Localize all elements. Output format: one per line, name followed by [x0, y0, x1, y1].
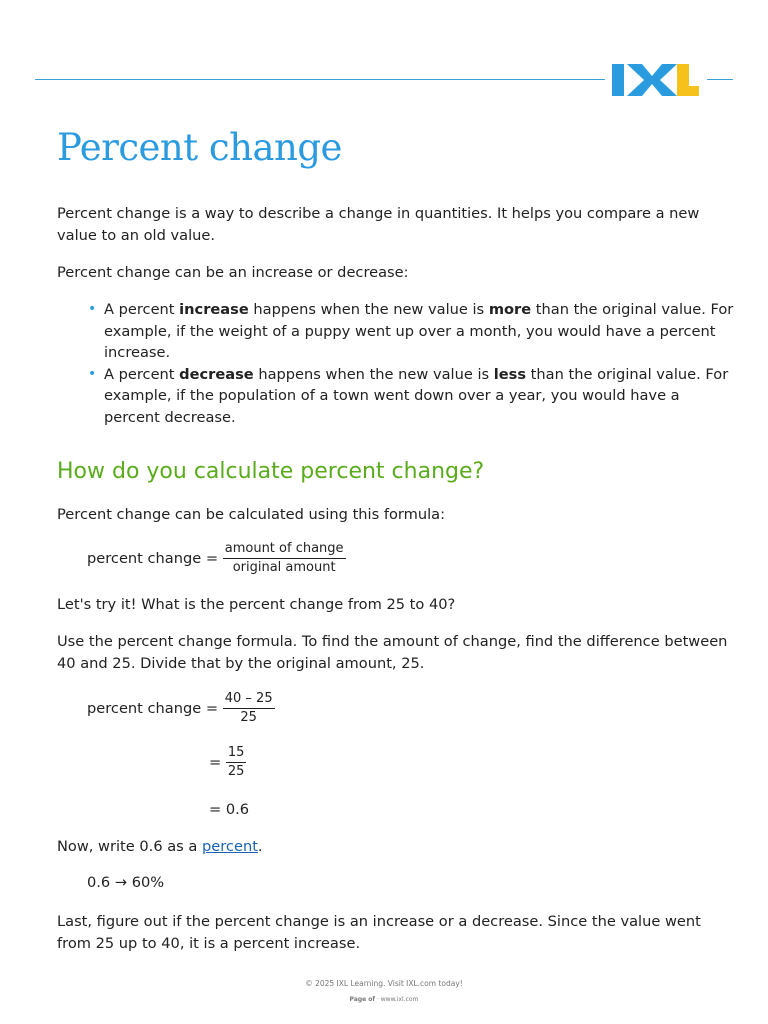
- footer-copyright: © 2025 IXL Learning. Visit IXL.com today!: [305, 979, 463, 988]
- section-heading: How do you calculate percent change?: [57, 459, 485, 484]
- bullet-decrease: • A percent decrease happens when the new value is less than the original value. For example, if the population of a town went down over a year, you would have a percent decrease.: [88, 365, 729, 426]
- calculation-step-1: percent change = $\frac{40 - 25}{25}$: [87, 691, 273, 725]
- formula-fraction: $\frac{\text{amount of change}}{\text{original amount}}$: [224, 541, 344, 575]
- increase-decrease-intro: Percent change can be an increase or decrease:: [57, 264, 409, 281]
- bullet-increase: • A percent increase happens when the new value is more than the original value. For example, if the weight of a puppy went up over a month, you would have a percent increase.: [88, 301, 734, 362]
- step2-fraction: $\frac{15}{25}$: [227, 745, 245, 779]
- percent-change-formula: percent change = $\frac{\text{amount of change}}{\text{original amount}}$: [87, 541, 344, 575]
- formula-intro: Percent change can be calculated using this formula:: [57, 506, 446, 523]
- page-title: Percent change: [57, 126, 342, 169]
- try-it-paragraph: Let's try it! What is the percent change from 25 to 40?: [57, 596, 456, 613]
- conversion-line: 0.6 → 60%: [87, 874, 165, 891]
- bullet-list: [57, 299, 737, 429]
- ixl-logo: [612, 62, 702, 98]
- use-formula-paragraph: Use the percent change formula. To find the amount of change, find the difference between 40 and 25. Divide that by the original amount, 25.: [57, 633, 728, 672]
- calculation-step-3: = 0.6: [209, 801, 250, 818]
- conclusion-paragraph: Last, figure out if the percent change is an increase or a decrease. Since the value went from 25 up to 40, it is a percent increase.: [57, 913, 701, 952]
- percent-link[interactable]: percent: [202, 838, 258, 855]
- step1-fraction: $\frac{40 - 25}{25}$: [224, 691, 273, 725]
- bullet-dot-icon: •: [88, 365, 97, 382]
- header-rule-left: [35, 79, 605, 80]
- write-percent-paragraph: Now, write 0.6 as a percent.: [57, 838, 263, 855]
- footer-page-info: Page of · www.ixl.com: [349, 996, 419, 1003]
- header-rule-right: [707, 79, 733, 80]
- bullet-dot-icon: •: [88, 301, 97, 317]
- calculation-step-2: = $\frac{15}{25}$: [209, 745, 245, 779]
- intro-paragraph: Percent change is a way to describe a change in quantities. It helps you compare a new value to an old value.: [57, 205, 700, 244]
